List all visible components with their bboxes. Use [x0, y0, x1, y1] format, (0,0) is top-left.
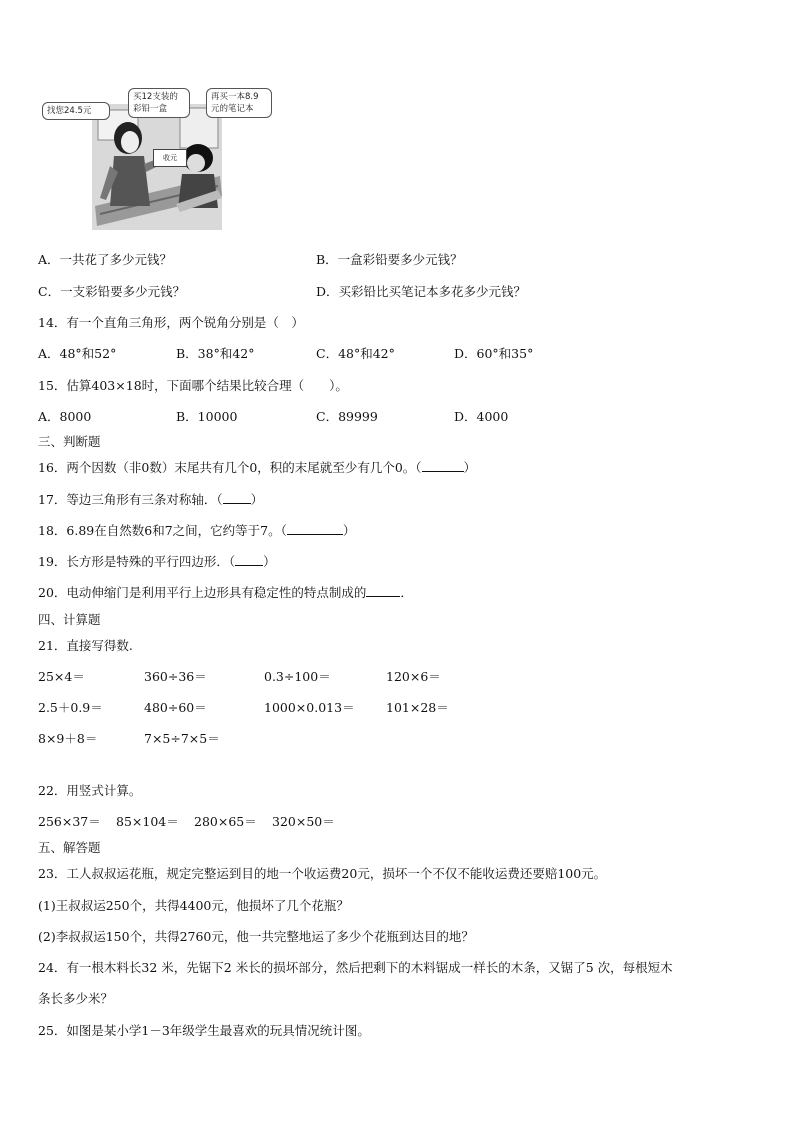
q21-item: 120×6＝	[386, 669, 441, 684]
q22-item: 256×37＝	[38, 814, 101, 829]
speech-bubble-change: 找您24.5元	[42, 102, 110, 120]
q22-item: 320×50＝	[272, 814, 335, 829]
q15-option-b: B．10000	[176, 409, 238, 424]
q23-stem: 23．工人叔叔运花瓶，规定完整运到目的地一个收运费20元，损坏一个不仅不能收运费还要赔100元。	[38, 866, 607, 881]
speech-bubble-pencils: 买12支装的彩铅一盒	[128, 88, 190, 118]
q21-stem: 21．直接写得数.	[38, 638, 133, 653]
price-sign: 收元	[153, 149, 187, 167]
q21-item: 1000×0.013＝	[264, 700, 355, 715]
answer-blank[interactable]	[422, 459, 464, 472]
q13-option-b: B．一盒彩铅要多少元钱？	[316, 252, 463, 267]
speech-bubble-notebook: 再买一本8.9元的笔记本	[206, 88, 272, 118]
q25-stem: 25．如图是某小学1－3年级学生最喜欢的玩具情况统计图。	[38, 1023, 370, 1038]
q21-item: 0.3÷100＝	[264, 669, 331, 684]
q22-stem: 22．用竖式计算。	[38, 783, 142, 798]
q19	[38, 552, 276, 570]
q21-item: 25×4＝	[38, 669, 85, 684]
q18-end: ）	[342, 523, 356, 538]
q21-item: 480÷60＝	[144, 700, 207, 715]
q19-end: ）	[263, 554, 276, 569]
q24-line-1: 24．有一根木料长32 米，先锯下2 米长的损坏部分，然后把剩下的木料锯成一样长的木条，又锯了5 次，每根短木	[38, 960, 673, 975]
q15-stem: 15．估算403×18时，下面哪个结果比较合理（ ）。	[38, 378, 348, 393]
q23-part-2: (2)李叔叔运150个，共得2760元，他一共完整地运了多少个花瓶到达目的地？	[38, 929, 474, 944]
q21-item: 2.5＋0.9＝	[38, 700, 103, 715]
answer-blank[interactable]	[235, 553, 263, 566]
q16-end: ）	[463, 460, 477, 475]
section-heading-word-problems: 五、解答题	[38, 840, 101, 855]
q24-line-2: 条长多少米？	[38, 991, 114, 1006]
q23-part-1: (1)王叔叔运250个，共得4400元，他损坏了几个花瓶？	[38, 898, 349, 913]
answer-blank[interactable]	[366, 584, 400, 597]
answer-blank[interactable]	[223, 491, 251, 504]
q18-text: 18．6.89在自然数6和7之间，它约等于7。（	[38, 523, 287, 538]
q16	[38, 458, 476, 476]
q17	[38, 490, 263, 508]
q21-item: 360÷36＝	[144, 669, 207, 684]
q14-stem: 14．有一个直角三角形，两个锐角分别是（ ）	[38, 315, 304, 330]
q13-option-c: C．一支彩铅要多少元钱？	[38, 284, 186, 299]
q16-text: 16．两个因数（非0数）末尾共有几个0，积的末尾就至少有几个0。（	[38, 460, 422, 475]
answer-blank[interactable]	[287, 522, 343, 535]
q15-option-a: A．8000	[38, 409, 92, 424]
q19-text: 19．长方形是特殊的平行四边形．（	[38, 554, 236, 569]
q17-end: ）	[250, 492, 264, 507]
q14-option-a: A．48°和52°	[38, 346, 117, 361]
q15-option-d: D．4000	[454, 409, 509, 424]
q21-item: 8×9＋8＝	[38, 731, 98, 746]
q14-option-b: B．38°和42°	[176, 346, 255, 361]
q14-option-d: D．60°和35°	[454, 346, 534, 361]
shopping-illustration	[40, 86, 280, 232]
q13-option-a: A．一共花了多少元钱？	[38, 252, 173, 267]
q20	[38, 583, 413, 601]
section-heading-calculation: 四、计算题	[38, 612, 101, 627]
q15-option-c: C．89999	[316, 409, 378, 424]
q21-item: 7×5÷7×5＝	[144, 731, 220, 746]
q17-text: 17．等边三角形有三条对称轴．（	[38, 492, 223, 507]
q21-item: 101×28＝	[386, 700, 449, 715]
q22-item: 85×104＝	[116, 814, 179, 829]
q18	[38, 521, 355, 539]
q13-option-d: D．买彩铅比买笔记本多花多少元钱？	[316, 284, 527, 299]
q20-text: 20．电动伸缩门是利用平行上边形具有稳定性的特点制成的	[38, 585, 367, 600]
q22-item: 280×65＝	[194, 814, 257, 829]
q20-end: ．	[400, 585, 413, 600]
q14-option-c: C．48°和42°	[316, 346, 395, 361]
section-heading-judgement: 三、判断题	[38, 434, 101, 449]
